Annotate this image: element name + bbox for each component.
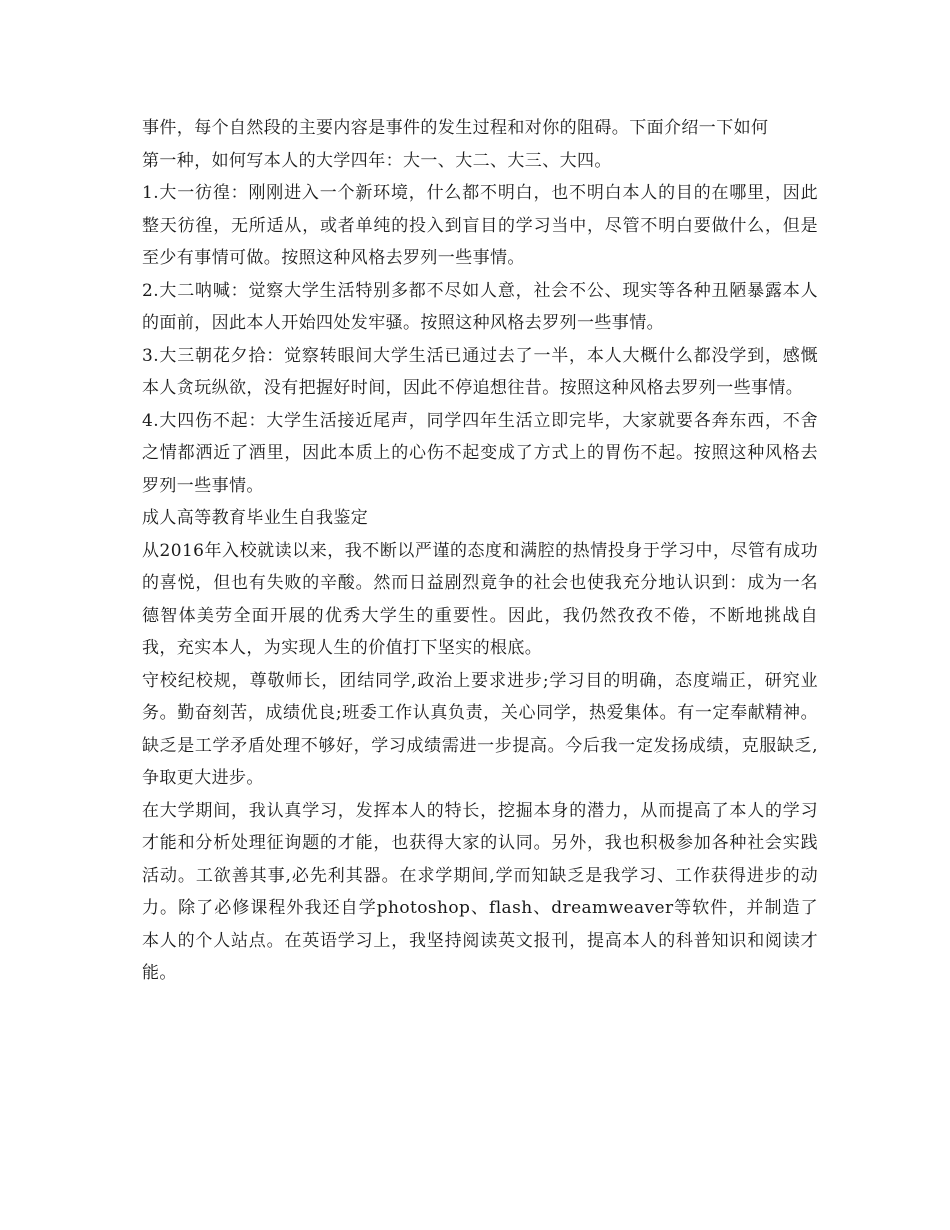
paragraph-year-one: 1.大一彷徨：刚刚进入一个新环境，什么都不明白，也不明白本人的目的在哪里，因此整天彷徨，无所适从，或者单纯的投入到盲目的学习当中，尽管不明白要做什么，但是至少有事情可做。按照这种风格去罗列一些事情。 <box>142 183 818 268</box>
paragraph-body-two: 守校纪校规，尊敬师长，团结同学,政治上要求进步;学习目的明确，态度端正，研究业务。勤奋刻苦，成绩优良;班委工作认真负责，关心同学，热爱集体。有一定奉献精神。缺乏是工学矛盾处理不够好，学习成绩需进一步提高。今后我一定发扬成绩，克服缺乏,争取更大进步。 <box>142 670 818 788</box>
paragraph-body-three: 在大学期间，我认真学习，发挥本人的特长，挖掘本身的潜力，从而提高了本人的学习才能和分析处理征询题的才能，也获得大家的认同。另外，我也积极参加各种社会实践活动。工欲善其事,必先利其器。在求学期间,学而知缺乏是我学习、工作获得进步的动力。除了必修课程外我还自学photoshop、flash、dreamweaver等软件，并制造了本人的个人站点。在英语学习上，我坚持阅读英文报刊，提高本人的科普知识和阅读才能。 <box>142 800 818 983</box>
paragraph-intro: 事件，每个自然段的主要内容是事件的发生过程和对你的阻碍。下面介绍一下如何 <box>142 118 769 138</box>
paragraph-body-one: 从2016年入校就读以来，我不断以严谨的态度和满腔的热情投身于学习中，尽管有成功的喜悦，但也有失败的辛酸。然而日益剧烈竟争的社会也使我充分地认识到：成为一名德智体美劳全面开展的优秀大学生的重要性。因此，我仍然孜孜不倦，不断地挑战自我，充实本人，为实现人生的价值打下坚实的根底。 <box>142 540 818 658</box>
document-content <box>142 112 818 990</box>
paragraph-year-four: 4.大四伤不起：大学生活接近尾声，同学四年生活立即完毕，大家就要各奔东西，不舍之情都洒近了酒里，因此本质上的心伤不起变成了方式上的胃伤不起。按照这种风格去罗列一些事情。 <box>142 410 818 496</box>
paragraph-year-two: 2.大二呐喊：觉察大学生活特别多都不尽如人意，社会不公、现实等各种丑陋暴露本人的面前，因此本人开始四处发牢骚。按照这种风格去罗列一些事情。 <box>142 280 818 333</box>
paragraph-year-three: 3.大三朝花夕拾：觉察转眼间大学生活已通过去了一半，本人大概什么都没学到，感慨本人贪玩纵欲，没有把握好时间，因此不停追想往昔。按照这种风格去罗列一些事情。 <box>142 345 818 398</box>
section-heading: 成人高等教育毕业生自我鉴定 <box>142 508 369 528</box>
paragraph-method-one: 第一种，如何写本人的大学四年：大一、大二、大三、大四。 <box>142 150 612 171</box>
